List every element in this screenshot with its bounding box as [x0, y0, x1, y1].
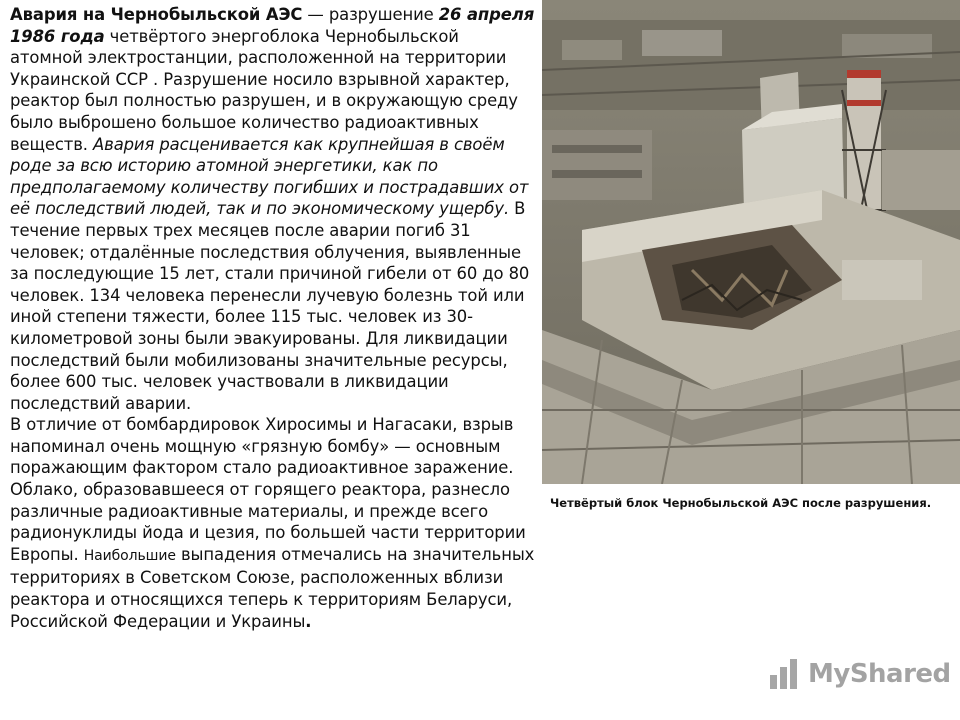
myshared-watermark [768, 656, 951, 692]
destroyed-reactor-illustration [542, 0, 960, 484]
watermark-text: MyShared [808, 659, 951, 689]
accident-date: 26 апреля 1986 года [10, 5, 535, 46]
article-title: Авария на Чернобыльской АЭС [10, 5, 303, 24]
italic-assessment: Авария расценивается как крупнейшая в своём роде за всю историю атомной энергетики, как по предполагаемому количеству погибших и пострадавших от её последствий людей, так и по экономическому ущербу. [10, 134, 529, 219]
background-buildings [542, 20, 960, 110]
paragraph-1: Авария на Чернобыльской АЭС — разрушение 26 апреля 1986 года четвёртого энергоблока Чернобыльской атомной электростанции, расположенной на территории Украинской ССР . Разрушение носило взрывной характер, реактор был полностью разрушен, и в окружающую среду было выброшено большое количество радиоактивных веществ. Авария расценивается как крупнейшая в своём роде за всю историю атомной энергетики, как по предполагаемому количеству погибших и пострадавших от её последствий людей, так и по экономическому ущербу. В течение первых трех месяцев после аварии погиб 31 человек; отдалённые последствия облучения, выявленные за последующие 15 лет, стали причиной гибели от 60 до 80 человек. 134 человека перенесли лучевую болезнь той или иной степени тяжести, более 115 тыс. человек из 30-километровой зоны были эвакуированы. Для ликвидации последствий были мобилизованы значительные ресурсы, более 600 тыс. человек участвовали в ликвидации последствий аварии. [10, 5, 535, 413]
myshared-logo-icon [768, 657, 802, 691]
article-text [10, 4, 535, 632]
chernobyl-photo [542, 0, 960, 484]
paragraph-3: Облако, образовавшееся от горящего реактора, разнесло различные радиоактивные материалы, и прежде всего радионуклиды йода и цезия, по большей части территории Европы. Наибольшие выпадения отмечались на значительных территориях в Советском Союзе, расположенных вблизи реактора и относящихся теперь к территориям Беларуси, Российской Федерации и Украины. [10, 480, 535, 631]
paragraph-2: В отличие от бомбардировок Хиросимы и Нагасаки, взрыв напоминал очень мощную «грязную бомбу» — основным поражающим фактором стало радиоактивное заражение. [10, 415, 514, 478]
photo-caption: Четвёртый блок Чернобыльской АЭС после разрушения. [550, 496, 932, 510]
